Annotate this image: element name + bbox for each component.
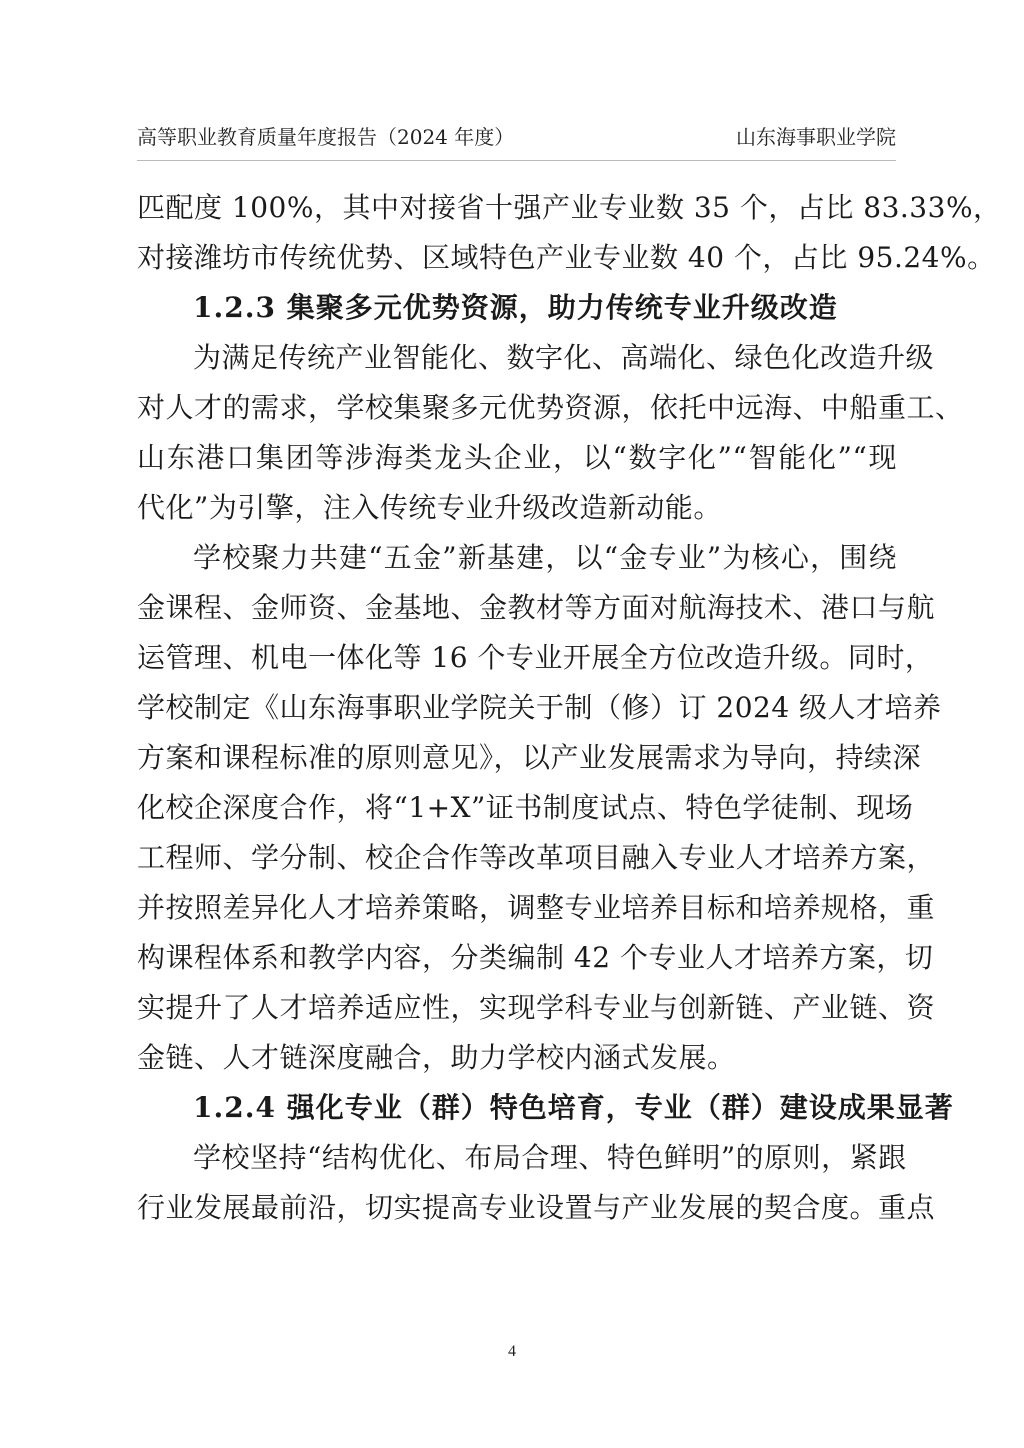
body-line: 学校制定《山东海事职业学院关于制（修）订 2024 级人才培养: [137, 691, 942, 724]
body-line: 学校聚力共建“五金”新基建，以“金专业”为核心，围绕: [193, 541, 897, 574]
body-line: 方案和课程标准的原则意见》，以产业发展需求为导向，持续深: [137, 741, 922, 774]
body-line: 金链、人才链深度融合，助力学校内涵式发展。: [137, 1041, 736, 1074]
body-line: 构课程体系和教学内容，分类编制 42 个专业人才培养方案，切: [137, 941, 934, 974]
body-line: 并按照差异化人才培养策略，调整专业培养目标和培养规格，重: [137, 891, 936, 924]
body-line: 山东港口集团等涉海类龙头企业，以“数字化”“智能化”“现: [137, 441, 897, 474]
page-header: [137, 122, 896, 152]
section-heading-1-2-4: 1.2.4 强化专业（群）特色培育，专业（群）建设成果显著: [193, 1091, 954, 1124]
body-line: 对人才的需求，学校集聚多元优势资源，依托中远海、中船重工、: [137, 391, 964, 424]
body-line: 化校企深度合作，将“1+X”证书制度试点、特色学徒制、现场: [137, 791, 914, 824]
report-title: 高等职业教育质量年度报告（2024 年度）: [137, 125, 515, 149]
school-name: 山东海事职业学院: [736, 125, 896, 149]
body-line: 实提升了人才培养适应性，实现学科专业与创新链、产业链、资: [137, 991, 936, 1024]
body-line: 代化”为引擎，注入传统专业升级改造新动能。: [137, 491, 722, 524]
body-line: 工程师、学分制、校企合作等改革项目融入专业人才培养方案，: [137, 841, 936, 874]
body-line: 为满足传统产业智能化、数字化、高端化、绿色化改造升级: [193, 341, 935, 374]
body-line: 行业发展最前沿，切实提高专业设置与产业发展的契合度。重点: [137, 1191, 936, 1224]
body-line: 对接潍坊市传统优势、区域特色产业专业数 40 个，占比 95.24%。: [137, 241, 996, 274]
body-line: 匹配度 100%，其中对接省十强产业专业数 35 个，占比 83.33%，: [137, 191, 1002, 224]
body-line: 运管理、机电一体化等 16 个专业开展全方位改造升级。同时，: [137, 641, 934, 674]
body-line: 学校坚持“结构优化、布局合理、特色鲜明”的原则，紧跟: [193, 1141, 907, 1174]
page-number: 4: [508, 1343, 516, 1360]
header-divider: [137, 160, 896, 161]
body-line: 金课程、金师资、金基地、金教材等方面对航海技术、港口与航: [137, 591, 936, 624]
section-heading-1-2-3: 1.2.3 集聚多元优势资源，助力传统专业升级改造: [193, 291, 838, 324]
